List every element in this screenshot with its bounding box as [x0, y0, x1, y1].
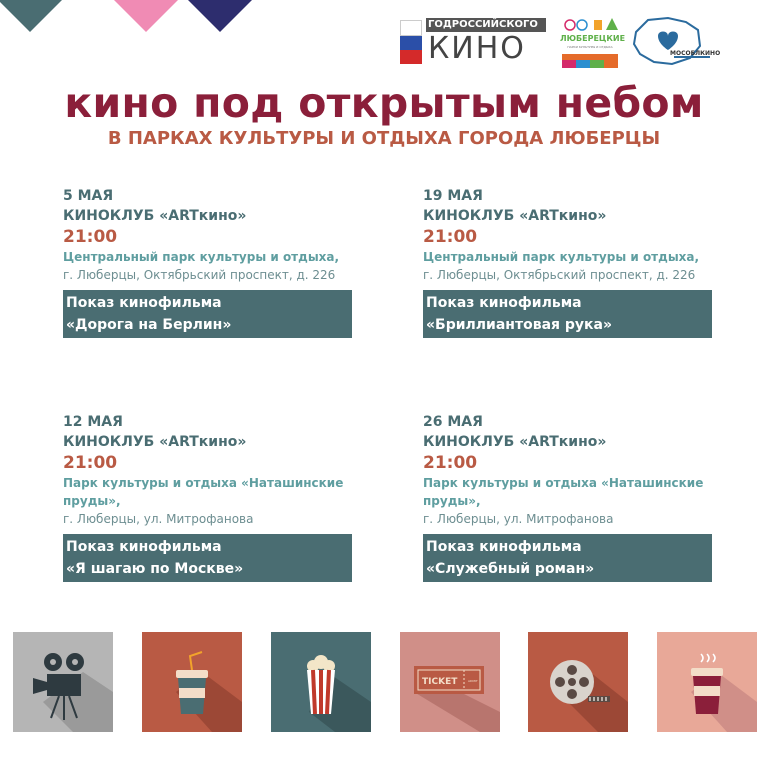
event-movie-label: Показ кинофильма — [66, 539, 222, 555]
event-place-name: Центральный парк культуры и отдыха, — [423, 250, 700, 264]
event-place — [63, 248, 363, 284]
event-place-address: г. Люберцы, ул. Митрофанова — [63, 512, 254, 526]
event-movie-title: «Дорога на Берлин» — [66, 317, 232, 333]
event-club: КИНОКЛУБ «ARTкино» — [63, 208, 247, 224]
page-subtitle: В ПАРКАХ КУЛЬТУРЫ И ОТДЫХА ГОРОДА ЛЮБЕРЦЫ — [107, 128, 661, 149]
popcorn-icon — [271, 632, 371, 732]
event-club: КИНОКЛУБ «ARTкино» — [423, 434, 607, 450]
film-reel-icon — [528, 632, 628, 732]
event-time: 21:00 — [423, 227, 478, 247]
event-card-may-12 — [63, 412, 363, 582]
event-place — [423, 248, 723, 284]
ticket-icon — [400, 632, 500, 732]
event-card-may-26 — [423, 412, 723, 582]
event-place-name: Парк культуры и отдыха «Наташинские пруды», — [423, 476, 704, 508]
logo-year-middle: РОССИЙСКОГО — [451, 19, 538, 30]
event-date: 19 МАЯ — [423, 188, 483, 204]
event-movie-title: «Бриллиантовая рука» — [426, 317, 613, 333]
event-movie — [63, 290, 352, 338]
decor-triangle-navy — [188, 0, 252, 32]
event-time: 21:00 — [63, 227, 118, 247]
event-place — [63, 474, 363, 528]
decor-triangle-pink — [114, 0, 178, 32]
event-place-name: Парк культуры и отдыха «Наташинские пруды», — [63, 476, 344, 508]
event-movie-title: «Я шагаю по Москве» — [66, 561, 244, 577]
event-time: 21:00 — [423, 453, 478, 473]
event-place-name: Центральный парк культуры и отдыха, — [63, 250, 340, 264]
logo-lyuberetskie-name: ЛЮБЕРЕЦКИЕ — [560, 34, 626, 43]
event-place-address: г. Люберцы, ул. Митрофанова — [423, 512, 614, 526]
logo-lyuberetskie-sub: ПАРКИ КУЛЬТУРЫ И ОТДЫХА — [567, 45, 613, 49]
event-place-address: г. Люберцы, Октябрьский проспект, д. 226 — [423, 268, 696, 282]
logo-year-bottom: КИНО — [428, 31, 526, 66]
logo-mosoblkino-name: МОСОБЛКИНО — [670, 50, 721, 57]
film-projector-icon — [13, 632, 113, 732]
event-movie — [423, 290, 712, 338]
drink-cup-icon — [142, 632, 242, 732]
event-club: КИНОКЛУБ «ARTкино» — [423, 208, 607, 224]
drink-cup-icon — [657, 632, 757, 732]
event-card-may-5 — [63, 186, 363, 338]
event-time: 21:00 — [63, 453, 118, 473]
logo-lyuberetskie-parki — [560, 16, 626, 68]
event-place-address: г. Люберцы, Октябрьский проспект, д. 226 — [63, 268, 336, 282]
event-club: КИНОКЛУБ «ARTкино» — [63, 434, 247, 450]
decor-triangle-teal — [0, 0, 62, 32]
event-card-may-19 — [423, 186, 723, 338]
ticket-stub-text: ADMIT — [468, 679, 478, 683]
event-movie-label: Показ кинофильма — [66, 295, 222, 311]
event-date: 26 МАЯ — [423, 414, 483, 430]
logo-year-top: ГОД — [428, 19, 452, 30]
ticket-text: TICKET — [422, 677, 458, 687]
event-date: 5 МАЯ — [63, 188, 114, 204]
event-movie — [423, 534, 712, 582]
event-movie-label: Показ кинофильма — [426, 539, 582, 555]
event-movie-label: Показ кинофильма — [426, 295, 582, 311]
logo-mosoblkino — [628, 12, 721, 68]
event-date: 12 МАЯ — [63, 414, 123, 430]
event-movie — [63, 534, 352, 582]
event-place — [423, 474, 723, 528]
page-title: кино под открытым небом — [64, 79, 704, 127]
logo-god-rossiyskogo-kino — [400, 16, 546, 68]
event-movie-title: «Служебный роман» — [426, 561, 595, 577]
